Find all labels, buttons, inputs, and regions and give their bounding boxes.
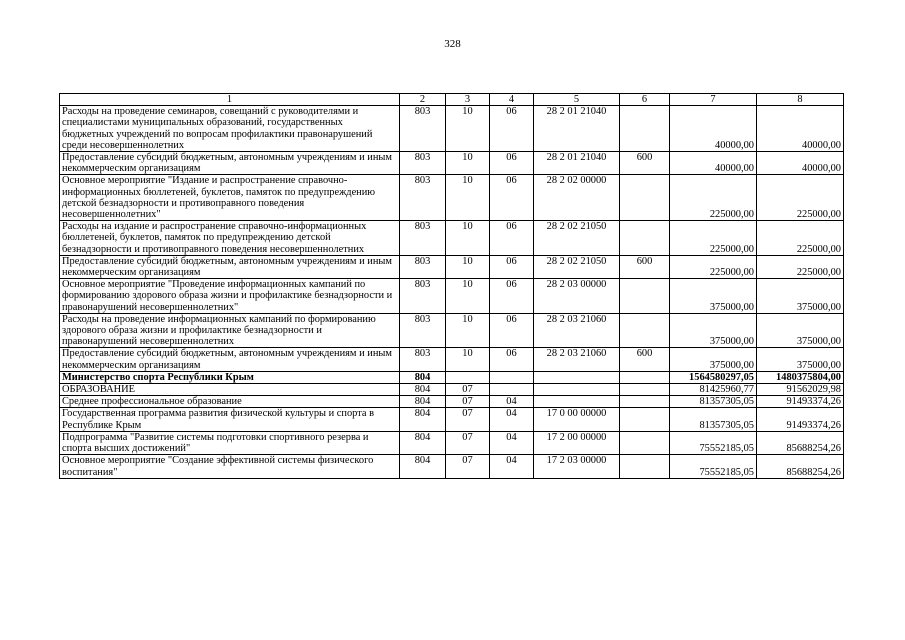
row-subsection-cell: 04 xyxy=(490,408,534,431)
row-name-cell: Расходы на проведение информационных кампаний по формированию здорового образа жизни и профилактике безнадзорности и правонарушений несовершеннолетних xyxy=(60,313,400,348)
row-grbs-cell: 803 xyxy=(400,106,446,152)
row-amount-1-cell: 81357305,05 xyxy=(670,396,757,408)
row-amount-1-cell: 75552185,05 xyxy=(670,455,757,478)
table-row xyxy=(60,313,844,348)
row-grbs-cell: 804 xyxy=(400,455,446,478)
row-section-cell: 07 xyxy=(446,396,490,408)
row-grbs-cell: 804 xyxy=(400,396,446,408)
row-section-cell: 10 xyxy=(446,348,490,371)
row-amount-1-cell: 225000,00 xyxy=(670,221,757,256)
row-amount-1-cell: 225000,00 xyxy=(670,255,757,278)
row-amount-2-cell: 85688254,26 xyxy=(757,455,844,478)
table-row xyxy=(60,384,844,396)
row-target-article-cell: 28 2 01 21040 xyxy=(534,106,620,152)
row-name-cell: ОБРАЗОВАНИЕ xyxy=(60,384,400,396)
table-row xyxy=(60,106,844,152)
row-name-cell: Основное мероприятие "Издание и распространение справочно-информационных бюллетеней, буклетов, памяток по предупреждению детской безнадзорности и противоправного поведения несовершеннолетних" xyxy=(60,175,400,221)
row-amount-2-cell: 225000,00 xyxy=(757,255,844,278)
row-amount-2-cell: 40000,00 xyxy=(757,106,844,152)
row-section-cell: 10 xyxy=(446,221,490,256)
row-section-cell: 10 xyxy=(446,175,490,221)
row-expense-type-cell xyxy=(620,279,670,314)
row-subsection-cell: 06 xyxy=(490,348,534,371)
table-row xyxy=(60,455,844,478)
budget-table-body xyxy=(60,94,844,479)
row-amount-2-cell: 225000,00 xyxy=(757,175,844,221)
row-name-cell: Предоставление субсидий бюджетным, автономным учреждениям и иным некоммерческим организациям xyxy=(60,348,400,371)
row-name-cell: Предоставление субсидий бюджетным, автономным учреждениям и иным некоммерческим организациям xyxy=(60,152,400,175)
table-row xyxy=(60,431,844,454)
row-expense-type-cell xyxy=(620,431,670,454)
row-name-cell: Министерство спорта Республики Крым xyxy=(60,371,400,383)
header-cell-8: 8 xyxy=(757,94,844,106)
row-target-article-cell: 28 2 02 00000 xyxy=(534,175,620,221)
budget-table xyxy=(59,93,844,479)
row-amount-1-cell: 225000,00 xyxy=(670,175,757,221)
row-grbs-cell: 804 xyxy=(400,384,446,396)
row-amount-1-cell: 75552185,05 xyxy=(670,431,757,454)
row-grbs-cell: 803 xyxy=(400,221,446,256)
row-expense-type-cell xyxy=(620,384,670,396)
header-cell-6: 6 xyxy=(620,94,670,106)
row-name-cell: Расходы на проведение семинаров, совещаний с руководителями и специалистами муниципальных образований, государственных бюджетных учреждений по вопросам профилактики правонарушений среди несовершеннолетних xyxy=(60,106,400,152)
row-grbs-cell: 803 xyxy=(400,152,446,175)
row-subsection-cell: 04 xyxy=(490,455,534,478)
row-amount-2-cell: 375000,00 xyxy=(757,313,844,348)
row-expense-type-cell xyxy=(620,106,670,152)
row-target-article-cell xyxy=(534,396,620,408)
row-name-cell: Основное мероприятие "Проведение информационных кампаний по формированию здорового образа жизни и профилактике безнадзорности и правонарушений несовершеннолетних" xyxy=(60,279,400,314)
row-amount-1-cell: 1564580297,05 xyxy=(670,371,757,383)
row-expense-type-cell xyxy=(620,371,670,383)
row-target-article-cell: 28 2 02 21050 xyxy=(534,221,620,256)
row-grbs-cell: 804 xyxy=(400,431,446,454)
header-cell-7: 7 xyxy=(670,94,757,106)
row-section-cell: 10 xyxy=(446,279,490,314)
row-subsection-cell: 06 xyxy=(490,221,534,256)
table-row xyxy=(60,255,844,278)
table-row xyxy=(60,371,844,383)
row-subsection-cell: 04 xyxy=(490,396,534,408)
row-subsection-cell: 06 xyxy=(490,106,534,152)
row-section-cell: 07 xyxy=(446,408,490,431)
row-expense-type-cell xyxy=(620,175,670,221)
row-expense-type-cell xyxy=(620,313,670,348)
row-subsection-cell: 06 xyxy=(490,313,534,348)
row-name-cell: Основное мероприятие "Создание эффективной системы физического воспитания" xyxy=(60,455,400,478)
row-subsection-cell: 06 xyxy=(490,279,534,314)
table-row xyxy=(60,279,844,314)
row-amount-1-cell: 40000,00 xyxy=(670,106,757,152)
row-target-article-cell: 28 2 03 21060 xyxy=(534,313,620,348)
header-cell-3: 3 xyxy=(446,94,490,106)
row-target-article-cell: 17 2 03 00000 xyxy=(534,455,620,478)
row-expense-type-cell xyxy=(620,408,670,431)
row-subsection-cell xyxy=(490,384,534,396)
row-section-cell: 10 xyxy=(446,152,490,175)
row-grbs-cell: 803 xyxy=(400,348,446,371)
row-subsection-cell: 04 xyxy=(490,431,534,454)
table-row xyxy=(60,396,844,408)
row-target-article-cell: 17 0 00 00000 xyxy=(534,408,620,431)
row-amount-2-cell: 91562029,98 xyxy=(757,384,844,396)
header-cell-1: 1 xyxy=(60,94,400,106)
row-section-cell xyxy=(446,371,490,383)
row-name-cell: Предоставление субсидий бюджетным, автономным учреждениям и иным некоммерческим организациям xyxy=(60,255,400,278)
row-target-article-cell: 28 2 02 21050 xyxy=(534,255,620,278)
row-amount-2-cell: 375000,00 xyxy=(757,348,844,371)
row-grbs-cell: 803 xyxy=(400,175,446,221)
row-amount-2-cell: 1480375804,00 xyxy=(757,371,844,383)
row-name-cell: Среднее профессиональное образование xyxy=(60,396,400,408)
row-expense-type-cell: 600 xyxy=(620,348,670,371)
row-amount-1-cell: 81357305,05 xyxy=(670,408,757,431)
row-grbs-cell: 804 xyxy=(400,371,446,383)
row-grbs-cell: 803 xyxy=(400,313,446,348)
table-row xyxy=(60,408,844,431)
row-target-article-cell xyxy=(534,371,620,383)
row-amount-2-cell: 91493374,26 xyxy=(757,396,844,408)
table-row xyxy=(60,152,844,175)
row-target-article-cell: 17 2 00 00000 xyxy=(534,431,620,454)
table-row xyxy=(60,221,844,256)
header-cell-2: 2 xyxy=(400,94,446,106)
row-target-article-cell: 28 2 01 21040 xyxy=(534,152,620,175)
row-amount-2-cell: 375000,00 xyxy=(757,279,844,314)
row-target-article-cell: 28 2 03 00000 xyxy=(534,279,620,314)
table-row xyxy=(60,348,844,371)
row-amount-1-cell: 81425960,77 xyxy=(670,384,757,396)
row-amount-2-cell: 91493374,26 xyxy=(757,408,844,431)
row-expense-type-cell: 600 xyxy=(620,152,670,175)
row-subsection-cell: 06 xyxy=(490,152,534,175)
row-section-cell: 07 xyxy=(446,431,490,454)
row-name-cell: Подпрограмма "Развитие системы подготовки спортивного резерва и спорта высших достижений" xyxy=(60,431,400,454)
row-amount-1-cell: 40000,00 xyxy=(670,152,757,175)
row-expense-type-cell: 600 xyxy=(620,255,670,278)
header-row xyxy=(60,94,844,106)
header-cell-4: 4 xyxy=(490,94,534,106)
row-section-cell: 07 xyxy=(446,384,490,396)
row-subsection-cell: 06 xyxy=(490,255,534,278)
row-target-article-cell: 28 2 03 21060 xyxy=(534,348,620,371)
row-section-cell: 07 xyxy=(446,455,490,478)
row-expense-type-cell xyxy=(620,221,670,256)
row-amount-1-cell: 375000,00 xyxy=(670,313,757,348)
row-section-cell: 10 xyxy=(446,106,490,152)
row-name-cell: Расходы на издание и распространение справочно-информационных бюллетеней, буклетов, памяток по предупреждению детской безнадзорности и противоправного поведения несовершеннолетних xyxy=(60,221,400,256)
row-subsection-cell xyxy=(490,371,534,383)
row-section-cell: 10 xyxy=(446,313,490,348)
row-grbs-cell: 803 xyxy=(400,255,446,278)
row-amount-2-cell: 85688254,26 xyxy=(757,431,844,454)
row-expense-type-cell xyxy=(620,396,670,408)
page-number: 328 xyxy=(444,38,461,50)
row-name-cell: Государственная программа развития физической культуры и спорта в Республике Крым xyxy=(60,408,400,431)
row-grbs-cell: 803 xyxy=(400,279,446,314)
row-expense-type-cell xyxy=(620,455,670,478)
header-cell-5: 5 xyxy=(534,94,620,106)
row-subsection-cell: 06 xyxy=(490,175,534,221)
row-amount-1-cell: 375000,00 xyxy=(670,348,757,371)
row-grbs-cell: 804 xyxy=(400,408,446,431)
table-row xyxy=(60,175,844,221)
row-amount-1-cell: 375000,00 xyxy=(670,279,757,314)
row-section-cell: 10 xyxy=(446,255,490,278)
row-amount-2-cell: 225000,00 xyxy=(757,221,844,256)
row-amount-2-cell: 40000,00 xyxy=(757,152,844,175)
row-target-article-cell xyxy=(534,384,620,396)
